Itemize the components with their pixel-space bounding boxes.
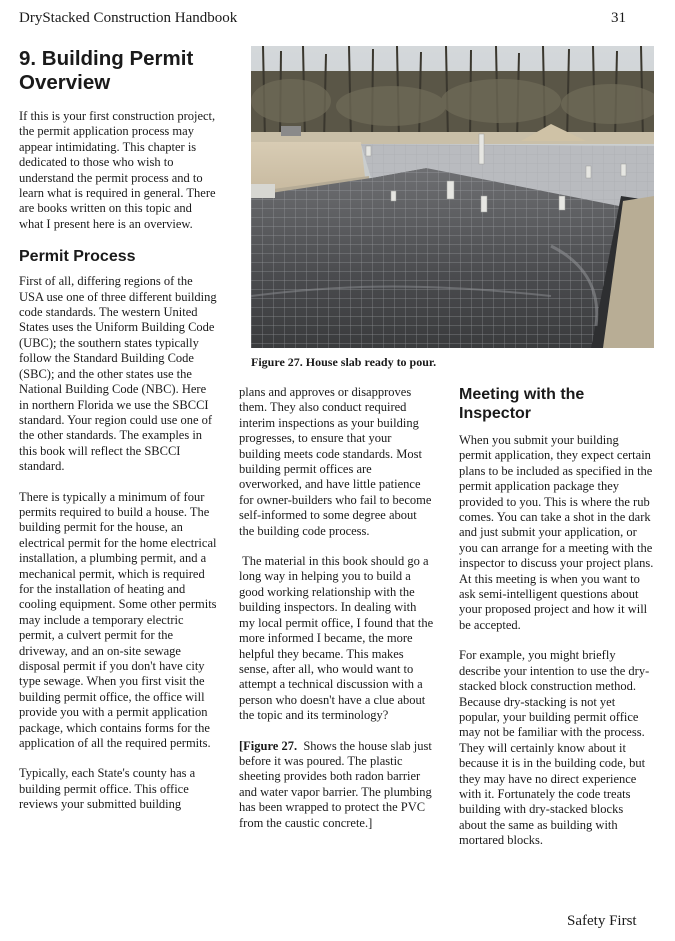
figure-caption: Figure 27. House slab ready to pour. [251,355,437,369]
section-heading-permit-process: Permit Process [19,248,136,266]
column-right [459,385,654,864]
paragraph-required-permits: There is typically a minimum of four permits required to build a house. The building permit for the house, an electrical permit for the home electrical installation, a plumbing permit, and a mechanical permit, which is required for the installation of heating and cooling equipment. Some other permits may include a temporary electric permit, a culvert permit for the driveway, and an on-site sewage disposal permit if you don't have city type sewage. When you first visit the building permit office, the office will provide you with a permit application package, which contains forms for the application of all the required permits. [19,489,217,751]
paragraph-plan-review: plans and approves or disapproves them. They also conduct required interim inspections as your building progresses, to ensure that your building meets code standards. Most building permit offices are overworked, and have little patience for owner-builders who fail to become self-informed to some degree about the building code process. [239,385,432,538]
house-slab-photo [251,46,654,348]
paragraph-submit-application: When you submit your building permit application, they expect certain plans to be included as specified in the permit application package they provided to you. This is where the rub comes. You can take a shot in the dark and just submit your application, or you can arrange for a meeting with the inspector to discuss your project plans. At this meeting is when you want to ask semi-intelligent questions about your proposed project and how it will be accepted. [459,433,654,632]
figure-description-paragraph [239,739,435,831]
figure-reference: [Figure 27. [239,738,298,753]
paragraph-dry-stacking-example: For example, you might briefly describe your intention to use the dry-stacked block construction method. Because dry-stacking is not yet popular, your building permit office may not be familiar with the process. They will certainly know about it because it is in the building code, but they may have no direct experience with it. Fortunately the code treats building with dry-stacked blocks about the same as building with mortared blocks. [459,648,650,848]
paragraph-county-office: Typically, each State's county has a building permit office. This office reviews your submitted building [19,766,196,812]
page-number: 31 [611,10,626,26]
column-middle [239,385,435,846]
paragraph-working-relationship: The material in this book should go a long way in helping you to build a good working relationship with the building inspectors. In dealing with my local permit office, I found that the more informed I became, the more helpful they became. This makes sense, after all, who would want to attempt a technical discussion with a person who doesn't have a clue about the topic and its terminology? [239,554,434,723]
running-footer: Safety First [567,913,637,929]
intro-paragraph: If this is your first construction project, the permit application process may appear intimidating. This chapter is dedicated to those who wish to understand the permit process and to learn what is required in general. There are books written on this topic and what I present here is an overview. [19,109,216,231]
running-header-title: DryStacked Construction Handbook [19,10,238,26]
chapter-title: 9. Building Permit Overview [19,47,194,94]
section-heading-meeting-inspector: Meeting with the Inspector [459,386,585,422]
figure-description: Shows the house slab just before it was poured. The plastic sheeting provides both radon barrier and water vapor barrier. The plumbing has been wrapped to protect the PVC from the caustic concrete.] [239,738,432,830]
paragraph-building-codes: First of all, differing regions of the USA use one of three different building code standards. The western United States uses the Uniform Building Code (UBC); the southern states typically follow the Standard Building Code (SBC); and the other states use the National Building Code (NBC). Here in northern Florida we use the SBCCI standard. Your region could use one of the other standards. The examples in this book will reflect the SBCCI standard. [19,274,217,474]
column-left [19,45,217,828]
